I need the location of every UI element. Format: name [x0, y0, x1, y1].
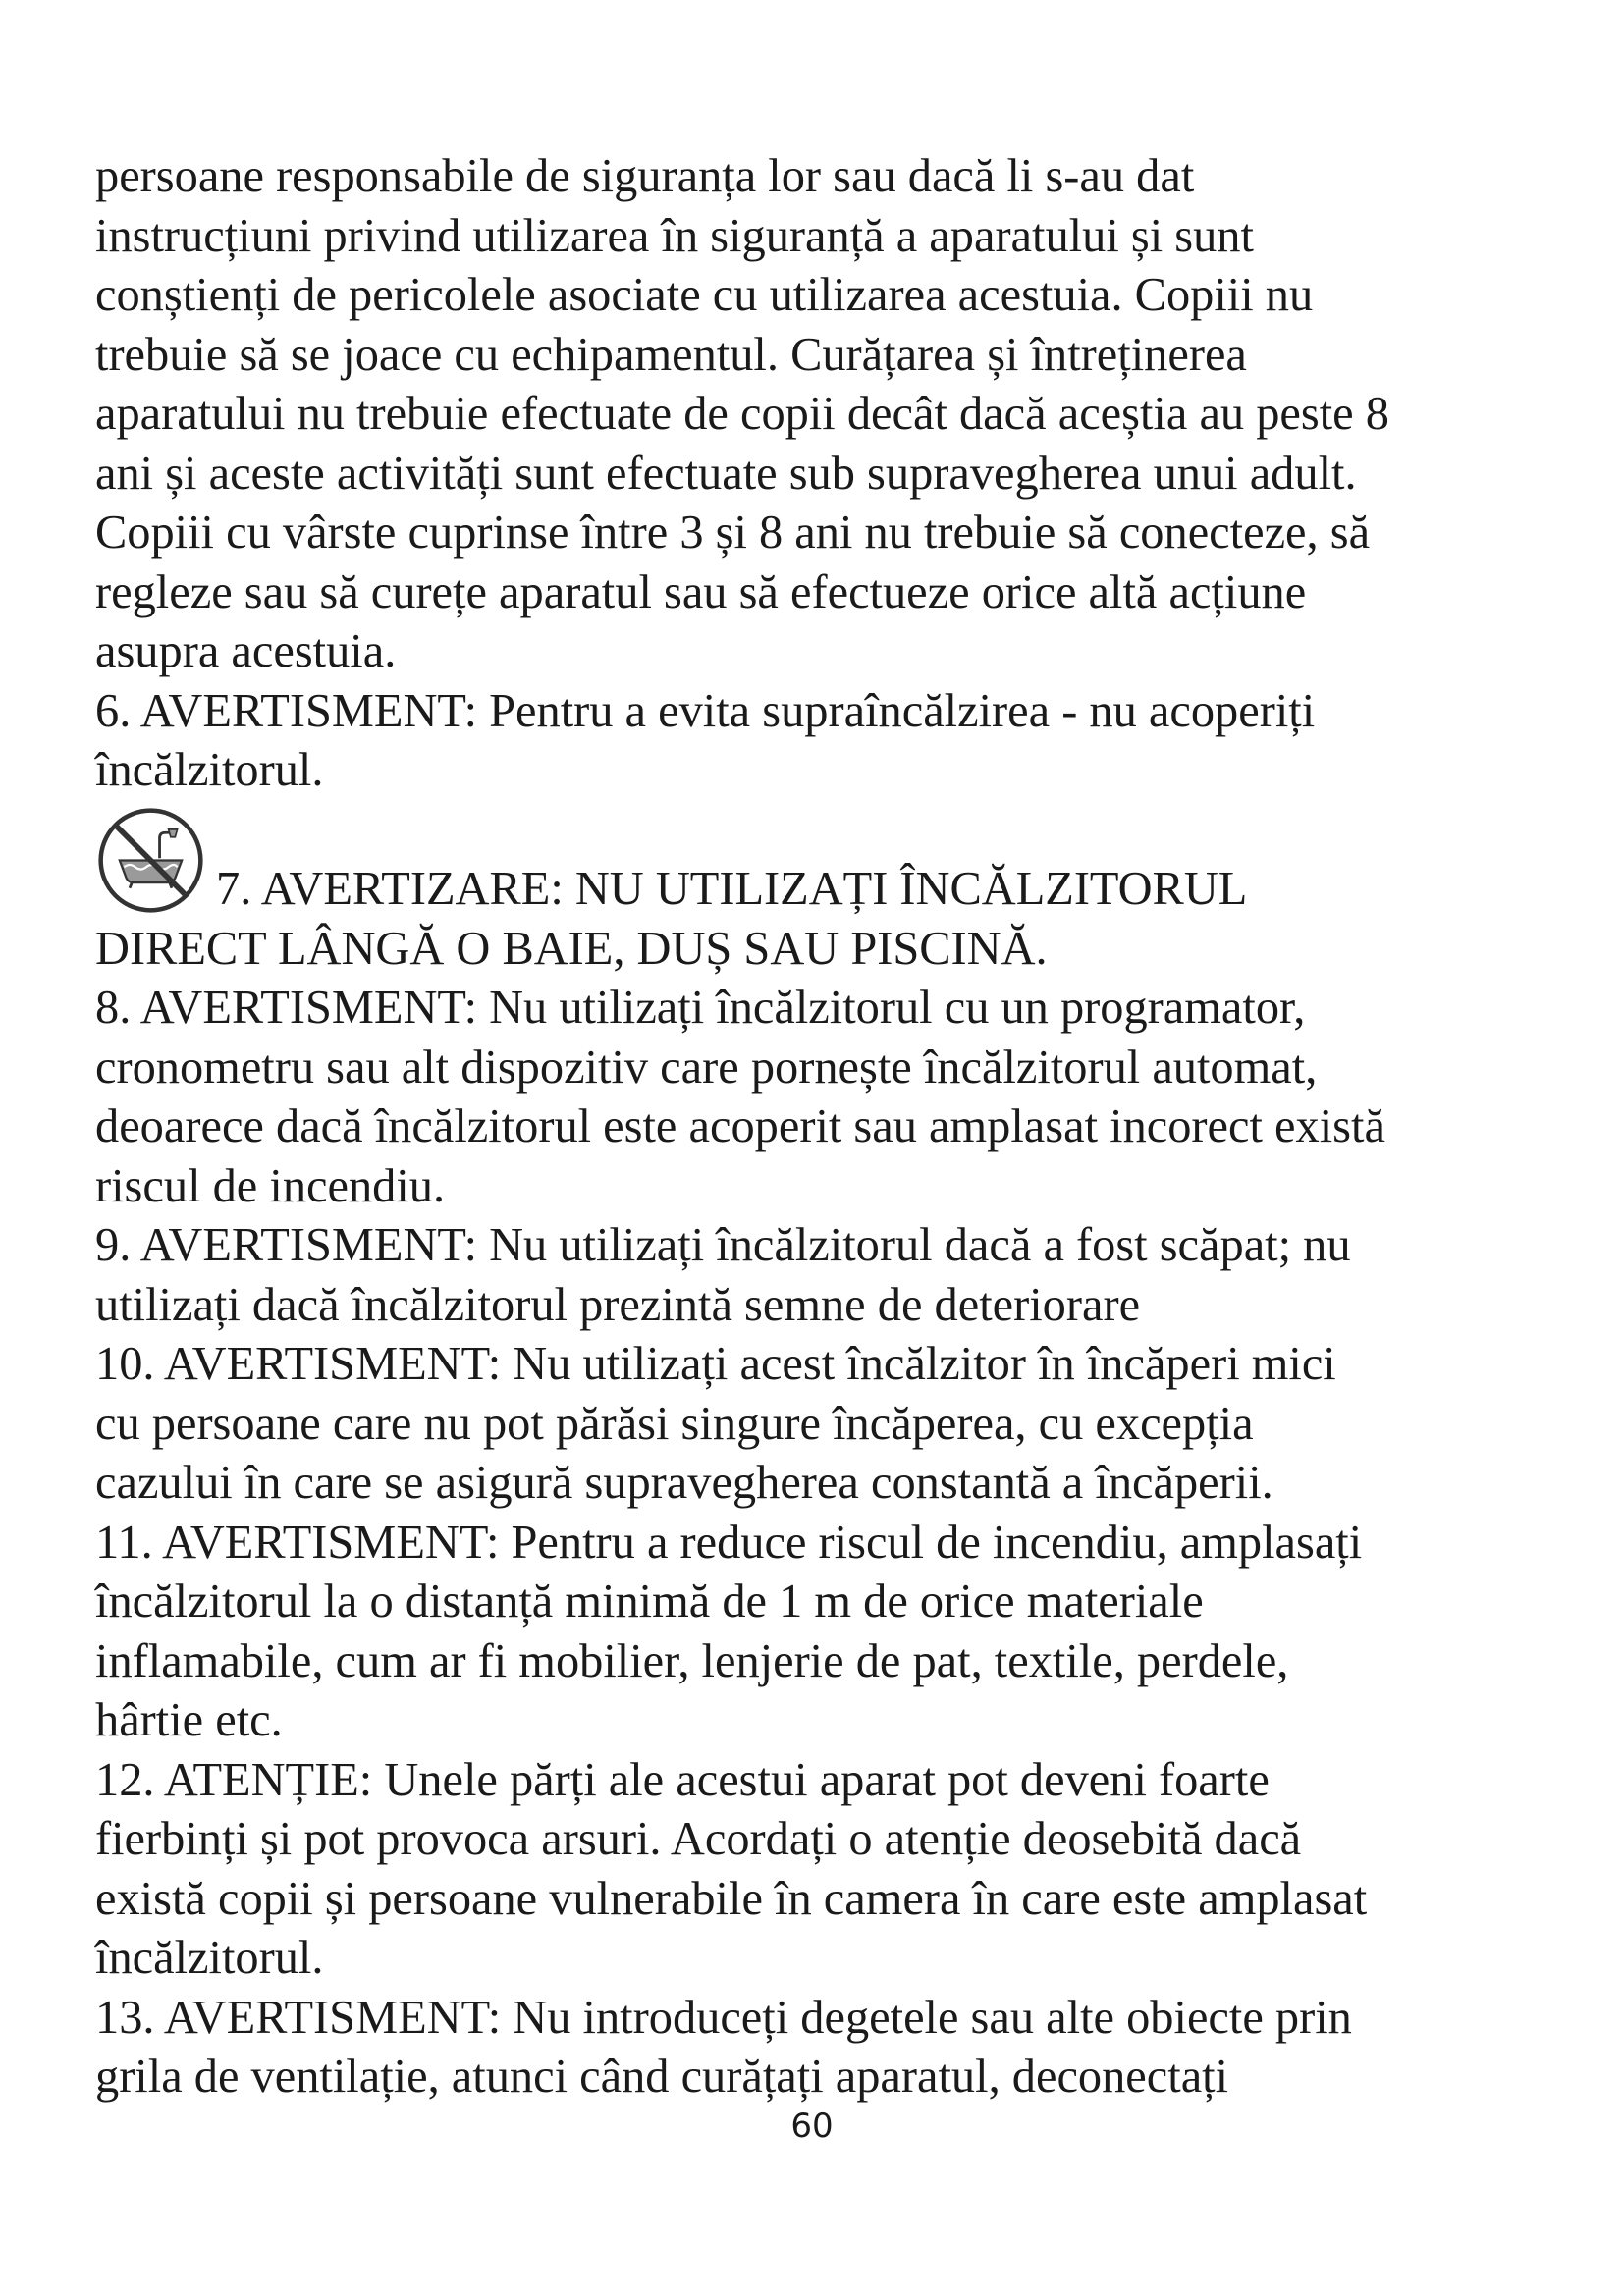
- text-line: hârtie etc.: [95, 1694, 283, 1746]
- text-line: grila de ventilație, atunci când curățați aparatul, deconectați: [95, 2051, 1229, 2103]
- text-line: riscul de incendiu.: [95, 1159, 446, 1212]
- text-line: 10. AVERTISMENT: Nu utilizați acest încălzitor în încăperi mici: [95, 1338, 1336, 1390]
- text-line: asupra acestuia.: [95, 625, 397, 677]
- text-line: 11. AVERTISMENT: Pentru a reduce riscul de incendiu, amplasați: [95, 1516, 1363, 1569]
- text-line: Copiii cu vârste cuprinse între 3 și 8 ani nu trebuie să conecteze, să: [95, 507, 1371, 559]
- text-line: cronometru sau alt dispozitiv care pornește încălzitorul automat,: [95, 1041, 1318, 1094]
- text-line: 7. AVERTIZARE: NU UTILIZAȚI ÎNCĂLZITORUL: [216, 863, 1248, 915]
- document-body: [95, 147, 1529, 2108]
- text-line: persoane responsabile de siguranța lor sau dacă li s-au dat: [95, 150, 1195, 202]
- warning-item-6: [95, 682, 1529, 801]
- text-line: 8. AVERTISMENT: Nu utilizați încălzitorul cu un programator,: [95, 982, 1306, 1034]
- text-line: regleze sau să curețe aparatul sau să efectueze orice altă acțiune: [95, 565, 1307, 618]
- warning-item-11: [95, 1514, 1529, 1751]
- text-line: încălzitorul.: [95, 1932, 324, 1984]
- text-line: încălzitorul la o distanță minimă de 1 m de orice materiale: [95, 1575, 1204, 1628]
- text-line: încălzitorul.: [95, 744, 324, 796]
- text-line: 12. ATENȚIE: Unele părți ale acestui aparat pot deveni foarte: [95, 1753, 1270, 1806]
- warning-item-7: [95, 801, 1529, 920]
- text-line: cu persoane care nu pot părăsi singure încăperea, cu excepția: [95, 1397, 1254, 1450]
- text-line: există copii și persoane vulnerabile în camera în care este amplasat: [95, 1872, 1368, 1925]
- text-line: deoarece dacă încălzitorul este acoperit sau amplasat incorect există: [95, 1100, 1385, 1152]
- page-number: 60: [790, 2107, 834, 2146]
- warning-item-12: [95, 1751, 1529, 1989]
- text-line: ani și aceste activități sunt efectuate sub supravegherea unui adult.: [95, 447, 1357, 500]
- text-line: cazului în care se asigură supravegherea constantă a încăperii.: [95, 1457, 1273, 1509]
- text-line: DIRECT LÂNGĂ O BAIE, DUȘ SAU PISCINĂ.: [95, 922, 1048, 975]
- text-line: instrucțiuni privind utilizarea în siguranță a aparatului și sunt: [95, 209, 1254, 262]
- paragraph-item-5-continuation: [95, 147, 1529, 682]
- warning-item-13: [95, 1989, 1529, 2108]
- text-line: 9. AVERTISMENT: Nu utilizați încălzitorul dacă a fost scăpat; nu: [95, 1219, 1351, 1271]
- text-line: utilizați dacă încălzitorul prezintă semne de deteriorare: [95, 1278, 1141, 1331]
- text-line: trebuie să se joace cu echipamentul. Curățarea și întreținerea: [95, 328, 1247, 381]
- text-line: fierbinți și pot provoca arsuri. Acordați o atenție deosebită dacă: [95, 1813, 1302, 1865]
- no-bath-icon: [95, 805, 206, 916]
- warning-item-9: [95, 1216, 1529, 1335]
- warning-item-8: [95, 979, 1529, 1216]
- warning-item-10: [95, 1335, 1529, 1514]
- text-line: aparatului nu trebuie efectuate de copii decât dacă aceștia au peste 8: [95, 388, 1389, 440]
- text-line: conștienți de pericolele asociate cu utilizarea acestuia. Copiii nu: [95, 269, 1314, 321]
- text-line: 13. AVERTISMENT: Nu introduceți degetele sau alte obiecte prin: [95, 1991, 1352, 2044]
- text-line: 6. AVERTISMENT: Pentru a evita supraîncălzirea - nu acoperiți: [95, 684, 1316, 737]
- text-line: inflamabile, cum ar fi mobilier, lenjerie de pat, textile, perdele,: [95, 1634, 1289, 1687]
